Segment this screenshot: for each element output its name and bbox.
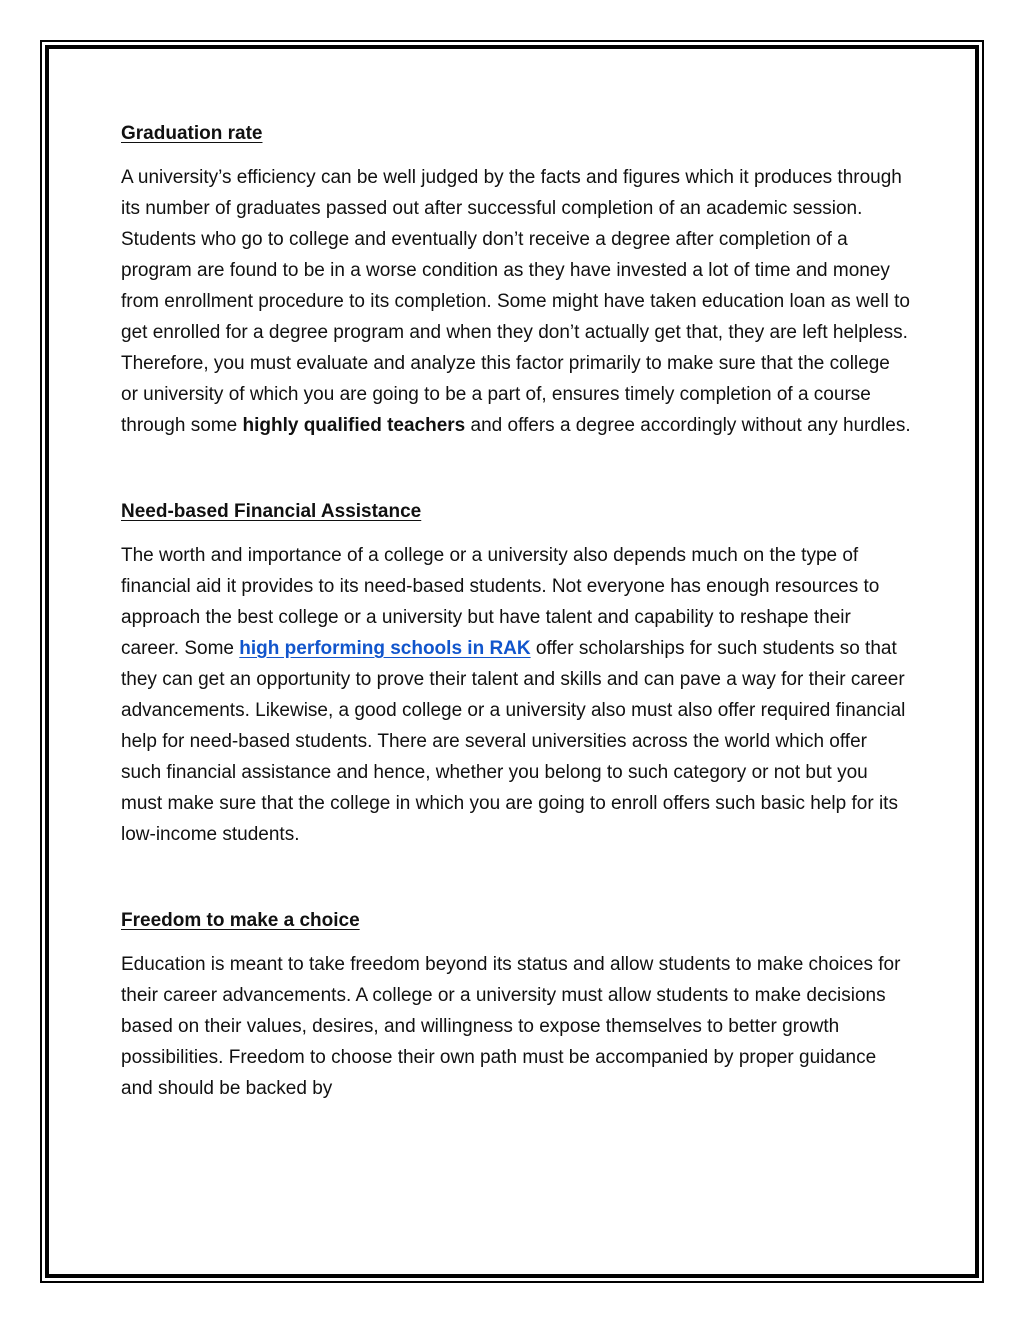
section-heading: Freedom to make a choice — [121, 910, 360, 931]
section-paragraph — [121, 540, 911, 850]
schools-link[interactable]: high performing schools in RAK — [239, 638, 531, 659]
section-heading: Need-based Financial Assistance — [121, 501, 422, 522]
section-graduation-rate — [121, 118, 911, 441]
section-paragraph — [121, 162, 911, 441]
document-body — [121, 118, 911, 1159]
paragraph-text: A university’s efficiency can be well judged by the facts and figures which it produces through its number of graduates passed out after successful completion of an academic session. Students who go to college and eventually don’t receive a degree after completion of a program are found to be in a worse condition as they have invested a lot of time and money from enrollment procedure to its completion. Some might have taken education loan as well to get enrolled for a degree program and when they don’t actually get that, they are left helpless. Therefore, you must evaluate and analyze this factor primarily to make sure that the college or university of which you are going to be a part of, ensures timely completion of a course through some — [121, 167, 910, 436]
bold-phrase: highly qualified teachers — [242, 415, 466, 436]
paragraph-text: The worth and importance of a college or a university also depends much on the type of financial aid it provides to its need-based students. Not everyone has enough resources to approach the best college or a university but have talent and capability to reshape their career. Some — [121, 545, 880, 659]
paragraph-text: and offers a degree accordingly without any hurdles. — [465, 415, 911, 436]
section-freedom-choice — [121, 905, 911, 1104]
section-financial-assistance — [121, 496, 911, 850]
section-heading: Graduation rate — [121, 123, 263, 144]
paragraph-text: offer scholarships for such students so that they can get an opportunity to prove their talent and skills and can pave a way for their career advancements. Likewise, a good college or a university also must also offer required financial help for need-based students. There are several universities across the world which offer such financial assistance and hence, whether you belong to such category or not but you must make sure that the college in which you are going to enroll offers such basic help for its low-income students. — [121, 638, 906, 845]
section-paragraph: Education is meant to take freedom beyond its status and allow students to make choices for their career advancements. A college or a university must allow students to make decisions based on their values, desires, and willingness to expose themselves to better growth possibilities. Freedom to choose their own path must be accompanied by proper guidance and should be backed by — [121, 954, 901, 1099]
